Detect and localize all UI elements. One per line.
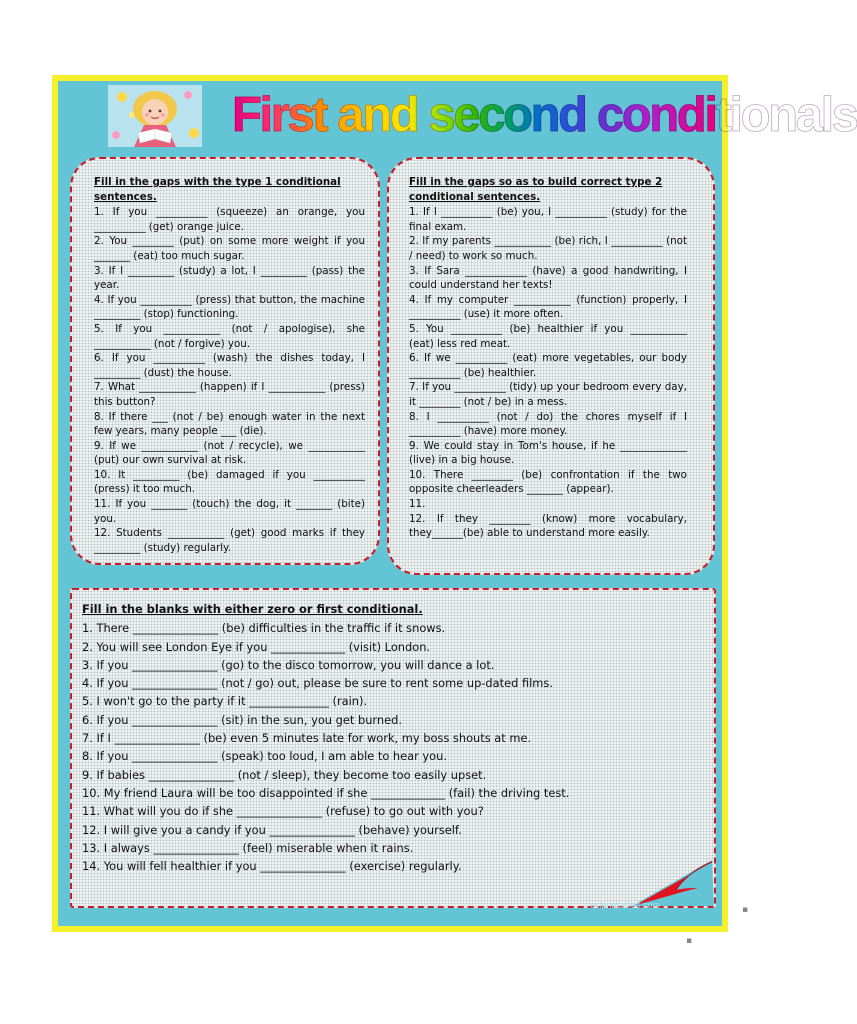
page-title: First and second conditionals xyxy=(232,84,716,146)
page-curl-corner xyxy=(632,858,714,906)
exercise-3-panel xyxy=(70,588,716,908)
reading-girl-illustration xyxy=(108,85,202,147)
exercise-2-item: 7. If you __________ (tidy) up your bedroom every day, it ________ (not / be) in a mess. xyxy=(409,381,687,408)
exercise-3-item: 4. If you _______________ (not / go) out, please be sure to rent some up-dated films. xyxy=(82,676,553,691)
exercise-2-item: 9. We could stay in Tom's house, if he _____________ (live) in a big house. xyxy=(409,439,687,467)
exercise-3-item: 13. I always _______________ (feel) miserable when it rains. xyxy=(82,840,414,855)
exercise-1-item: 9. If we ___________ (not / recycle), we ___________ (put) our own survival at risk. xyxy=(94,439,365,467)
exercise-3-item: 10. My friend Laura will be too disappointed if she _____________ (fail) the driving test. xyxy=(82,785,570,800)
exercise-2-item: 12. If they ________ (know) more vocabulary, they______(be) able to understand more easily. xyxy=(409,512,687,540)
exercise-2-instruction: Fill in the gaps so as to build correct type 2 conditional sentences. xyxy=(409,176,663,203)
exercise-1-instruction: Fill in the gaps with the type 1 conditional sentences. xyxy=(94,176,341,203)
exercise-3-item: 14. You will fell healthier if you _______________ (exercise) regularly. xyxy=(82,859,462,874)
exercise-3-item: 5. I won't go to the party if it ______________ (rain). xyxy=(82,694,368,709)
stray-mark: ▪ xyxy=(742,905,749,915)
exercise-3-item: 2. You will see London Eye if you _____________ (visit) London. xyxy=(82,639,431,654)
exercise-1-item: 4. If you __________ (press) that button, the machine _________ (stop) functioning. xyxy=(94,293,365,321)
exercise-2-item: 4. If my computer ___________ (function) properly, I __________ (use) it more often. xyxy=(409,293,687,321)
exercise-3-item: 6. If you _______________ (sit) in the sun, you get burned. xyxy=(82,712,402,727)
exercise-1-item: 5. If you ___________ (not / apologise), she ___________ (not / forgive) you. xyxy=(94,322,365,350)
exercise-3-item: 3. If you _______________ (go) to the disco tomorrow, you will dance a lot. xyxy=(82,657,495,672)
exercise-3-item: 1. There _______________ (be) difficulties in the traffic if it snows. xyxy=(82,621,446,636)
exercise-2-item: 5. You __________ (be) healthier if you ___________ (eat) less red meat. xyxy=(409,322,687,350)
exercise-1-item: 12. Students ___________ (get) good marks if they _________ (study) regularly. xyxy=(94,527,365,554)
exercise-3-instruction: Fill in the blanks with either zero or first conditional. xyxy=(82,602,423,616)
watermark: eslprintables.com xyxy=(590,900,661,910)
exercise-1-panel xyxy=(70,157,380,565)
exercise-1-item: 8. If there ___ (not / be) enough water in the next few years, many people ___ (die). xyxy=(94,410,365,438)
exercise-1-item: 1. If you __________ (squeeze) an orange, you __________ (get) orange juice. xyxy=(94,206,365,233)
exercise-2-item: 8. I __________ (not / do) the chores myself if I __________ (have) more money. xyxy=(409,410,687,438)
exercise-1-item: 7. What ___________ (happen) if I ___________ (press) this button? xyxy=(94,381,365,408)
exercise-3-item: 8. If you _______________ (speak) too loud, I am able to hear you. xyxy=(82,749,447,764)
exercise-2-item: 2. If my parents ___________ (be) rich, I __________ (not / need) to work so much. xyxy=(409,235,687,262)
exercise-1-item: 2. You ________ (put) on some more weight if you _______ (eat) too much sugar. xyxy=(94,235,365,262)
exercise-1-item: 6. If you __________ (wash) the dishes today, I _________ (dust) the house. xyxy=(94,352,365,379)
exercise-2-item: 1. If I __________ (be) you, I __________ (study) for the final exam. xyxy=(409,206,687,233)
exercise-1-item: 10. It _________ (be) damaged if you __________ (press) it too much. xyxy=(94,468,365,496)
exercise-3-item: 12. I will give you a candy if you _______________ (behave) yourself. xyxy=(82,822,462,837)
exercise-1-item: 3. If I _________ (study) a lot, I _________ (pass) the year. xyxy=(94,264,365,292)
exercise-3-item: 9. If babies _______________ (not / sleep), they become too easily upset. xyxy=(82,767,487,782)
exercise-2-panel xyxy=(387,157,715,575)
exercise-3-item: 11. What will you do if she _______________ (refuse) to go out with you? xyxy=(82,804,484,819)
exercise-1-item: 11. If you _______ (touch) the dog, it _______ (bite) you. xyxy=(94,498,365,525)
exercise-2-item: 6. If we __________ (eat) more vegetables, our body __________ (be) healthier. xyxy=(409,352,687,379)
stray-mark: ▪ xyxy=(686,936,693,946)
exercise-2-item: 11. xyxy=(409,498,426,511)
exercise-3-item: 7. If I _______________ (be) even 5 minutes late for work, my boss shouts at me. xyxy=(82,731,532,746)
exercise-2-item: 10. There ________ (be) confrontation if the two opposite cheerleaders _______ (appear). xyxy=(409,468,687,496)
exercise-2-item: 3. If Sara ____________ (have) a good handwriting, I could understand her texts! xyxy=(409,264,687,292)
